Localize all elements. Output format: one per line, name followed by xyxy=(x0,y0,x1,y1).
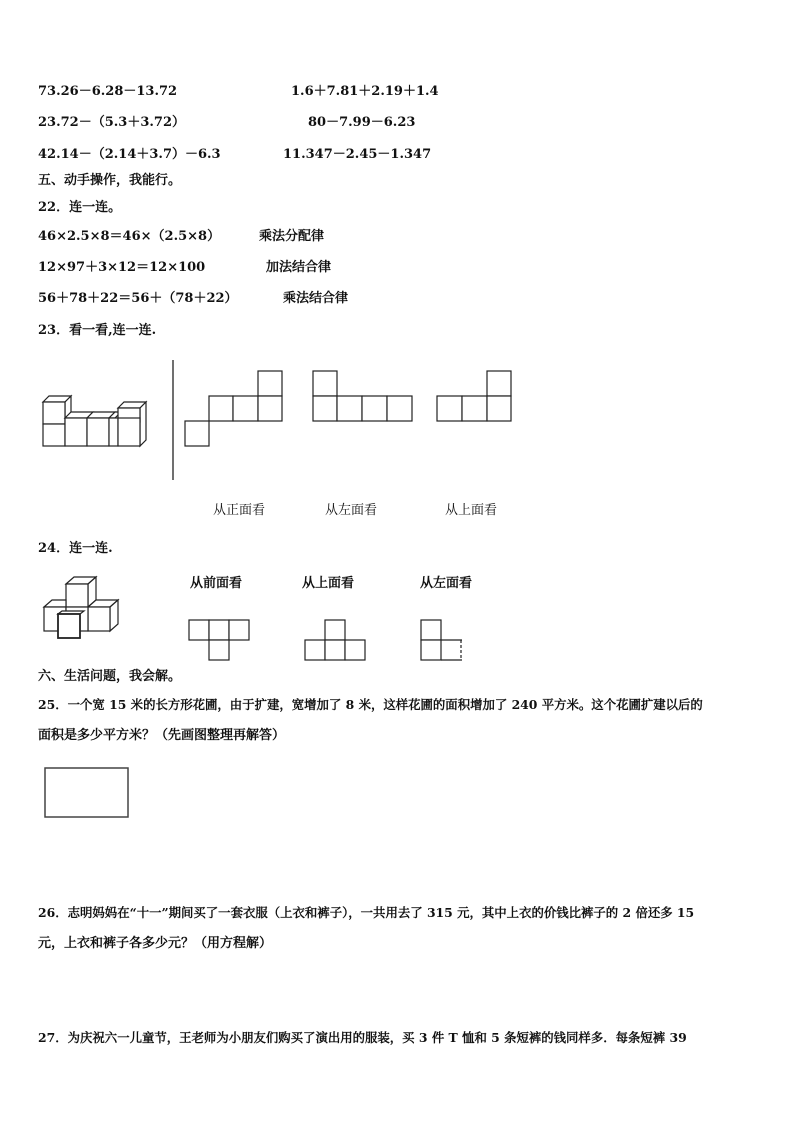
question-text: 面积是多少平方米？（先画图整理再解答） xyxy=(38,728,286,743)
match-expression: 46×2.5×8＝46×（2.5×8） xyxy=(38,229,221,244)
view-label: 从上面看 xyxy=(302,576,355,591)
calc-expression: 11.347－2.45－1.347 xyxy=(283,147,432,162)
question-text: 25．一个宽 15 米的长方形花圃，由于扩建，宽增加了 8 米，这样花圃的面积增加了 240 平方米。这个花圃扩建以后的 xyxy=(38,697,703,712)
view-shape-left xyxy=(421,620,462,660)
calc-expression: 73.26－6.28－13.72 xyxy=(38,84,178,99)
question-title: 22．连一连。 xyxy=(38,200,122,215)
match-expression: 12×97＋3×12＝12×100 xyxy=(38,260,206,275)
match-law: 乘法结合律 xyxy=(283,291,349,306)
view-label: 从前面看 xyxy=(190,576,243,591)
view-label: 从左面看 xyxy=(420,576,473,591)
drawing-rectangle xyxy=(45,768,128,817)
question-text: 26．志明妈妈在“十一”期间买了一套衣服（上衣和裤子），一共用去了 315 元，其中上衣的价钱比裤子的 2 倍还多 15 xyxy=(38,905,695,920)
section-heading: 五、动手操作，我能行。 xyxy=(38,173,182,188)
view-shape-front xyxy=(189,620,249,660)
view-label: 从正面看 xyxy=(213,503,266,518)
section-heading: 六、生活问题，我会解。 xyxy=(38,669,182,684)
view-label: 从左面看 xyxy=(325,503,378,518)
calc-expression: 1.6＋7.81＋2.19＋1.4 xyxy=(291,84,439,99)
question-text: 元，上衣和裤子各多少元？（用方程解） xyxy=(38,936,273,951)
view-label: 从上面看 xyxy=(445,503,498,518)
question-title: 24．连一连. xyxy=(38,541,113,556)
match-expression: 56＋78＋22＝56＋（78＋22） xyxy=(38,291,238,306)
match-law: 加法结合律 xyxy=(266,260,332,275)
match-law: 乘法分配律 xyxy=(259,229,325,244)
view-shape-top xyxy=(305,620,365,660)
calc-expression: 42.14－（2.14＋3.7）－6.3 xyxy=(38,147,221,162)
question-text: 27．为庆祝六一儿童节，王老师为小朋友们购买了演出用的服装，买 3 件 T 恤和 5 条短裤的钱同样多．每条短裤 39 xyxy=(38,1030,687,1045)
calc-expression: 80－7.99－6.23 xyxy=(308,115,416,130)
question-title: 23．看一看,连一连. xyxy=(38,323,157,338)
cube-structure xyxy=(44,577,118,638)
calc-expression: 23.72－（5.3＋3.72） xyxy=(38,115,185,130)
